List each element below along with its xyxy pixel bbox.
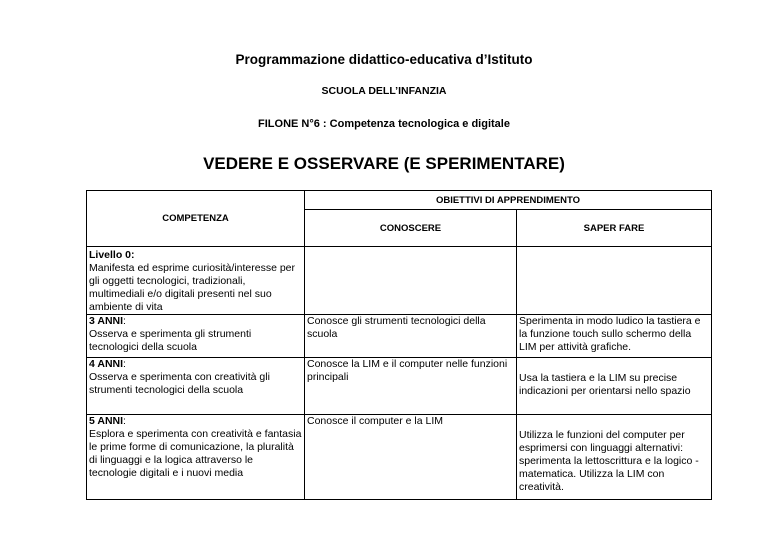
conoscere-header: CONOSCERE	[305, 210, 517, 247]
competenza-text: Manifesta ed esprime curiosità/interesse per gli oggetti tecnologici, tradizionali, multimediali e/o digitali presenti nel suo ambiente di vita	[89, 262, 296, 313]
school-name: SCUOLA DELL’INFANZIA	[321, 85, 447, 97]
competenza-text: Osserva e sperimenta con creatività gli strumenti tecnologici della scuola	[89, 371, 270, 396]
section-title: VEDERE E OSSERVARE (E SPERIMENTARE)	[203, 154, 565, 173]
saper-fare-header: SAPER FARE	[517, 210, 712, 247]
conoscere-cell: Conosce la LIM e il computer nelle funzioni principali	[305, 358, 517, 415]
saper-fare-cell: Usa la tastiera e la LIM su precise indicazioni per orientarsi nello spazio	[517, 358, 712, 415]
document-title: Programmazione didattico-educativa d’Istituto	[235, 52, 533, 67]
competenza-cell	[87, 247, 305, 315]
conoscere-cell	[305, 247, 517, 315]
conoscere-cell: Conosce il computer e la LIM	[305, 415, 517, 500]
table-row	[87, 315, 712, 358]
competenza-cell: 3 ANNI: Osserva e sperimenta gli strumenti tecnologici della scuola	[87, 315, 305, 358]
obiettivi-header: OBIETTIVI DI APPRENDIMENTO	[305, 191, 712, 210]
saper-fare-cell: Utilizza le funzioni del computer per esprimersi con linguaggi alternativi: sperimenta la lettoscrittura e la logico - matematica. Utilizza la LIM con creatività.	[517, 415, 712, 500]
level-label: Livello 0:	[89, 249, 135, 261]
competenza-text: Osserva e sperimenta gli strumenti tecnologici della scuola	[89, 328, 252, 353]
curriculum-table	[86, 190, 712, 500]
table-row	[87, 358, 712, 415]
saper-fare-cell	[517, 247, 712, 315]
table-row	[87, 247, 712, 315]
competenza-text: Esplora e sperimenta con creatività e fantasia le prime forme di comunicazione, la pluralità di linguaggi e la logica attraverso le tecnologie digitali e i nuovi media	[89, 428, 302, 479]
level-label: 4 ANNI	[89, 358, 124, 370]
competenza-cell: 5 ANNI: Esplora e sperimenta con creatività e fantasia le prime forme di comunicazione, la pluralità di linguaggi e la logica attraverso le tecnologie digitali e i nuovi media	[87, 415, 305, 500]
competenza-cell: 4 ANNI: Osserva e sperimenta con creatività gli strumenti tecnologici della scuola	[87, 358, 305, 415]
conoscere-cell: Conosce gli strumenti tecnologici della scuola	[305, 315, 517, 358]
level-label: 3 ANNI	[89, 315, 124, 327]
competenza-header: COMPETENZA	[87, 191, 305, 247]
level-label: 5 ANNI	[89, 415, 124, 427]
strand-title: FILONE N°6 : Competenza tecnologica e digitale	[258, 118, 510, 130]
saper-fare-cell: Sperimenta in modo ludico la tastiera e la funzione touch sullo schermo della LIM per attività grafiche.	[517, 315, 712, 358]
table-row	[87, 415, 712, 500]
